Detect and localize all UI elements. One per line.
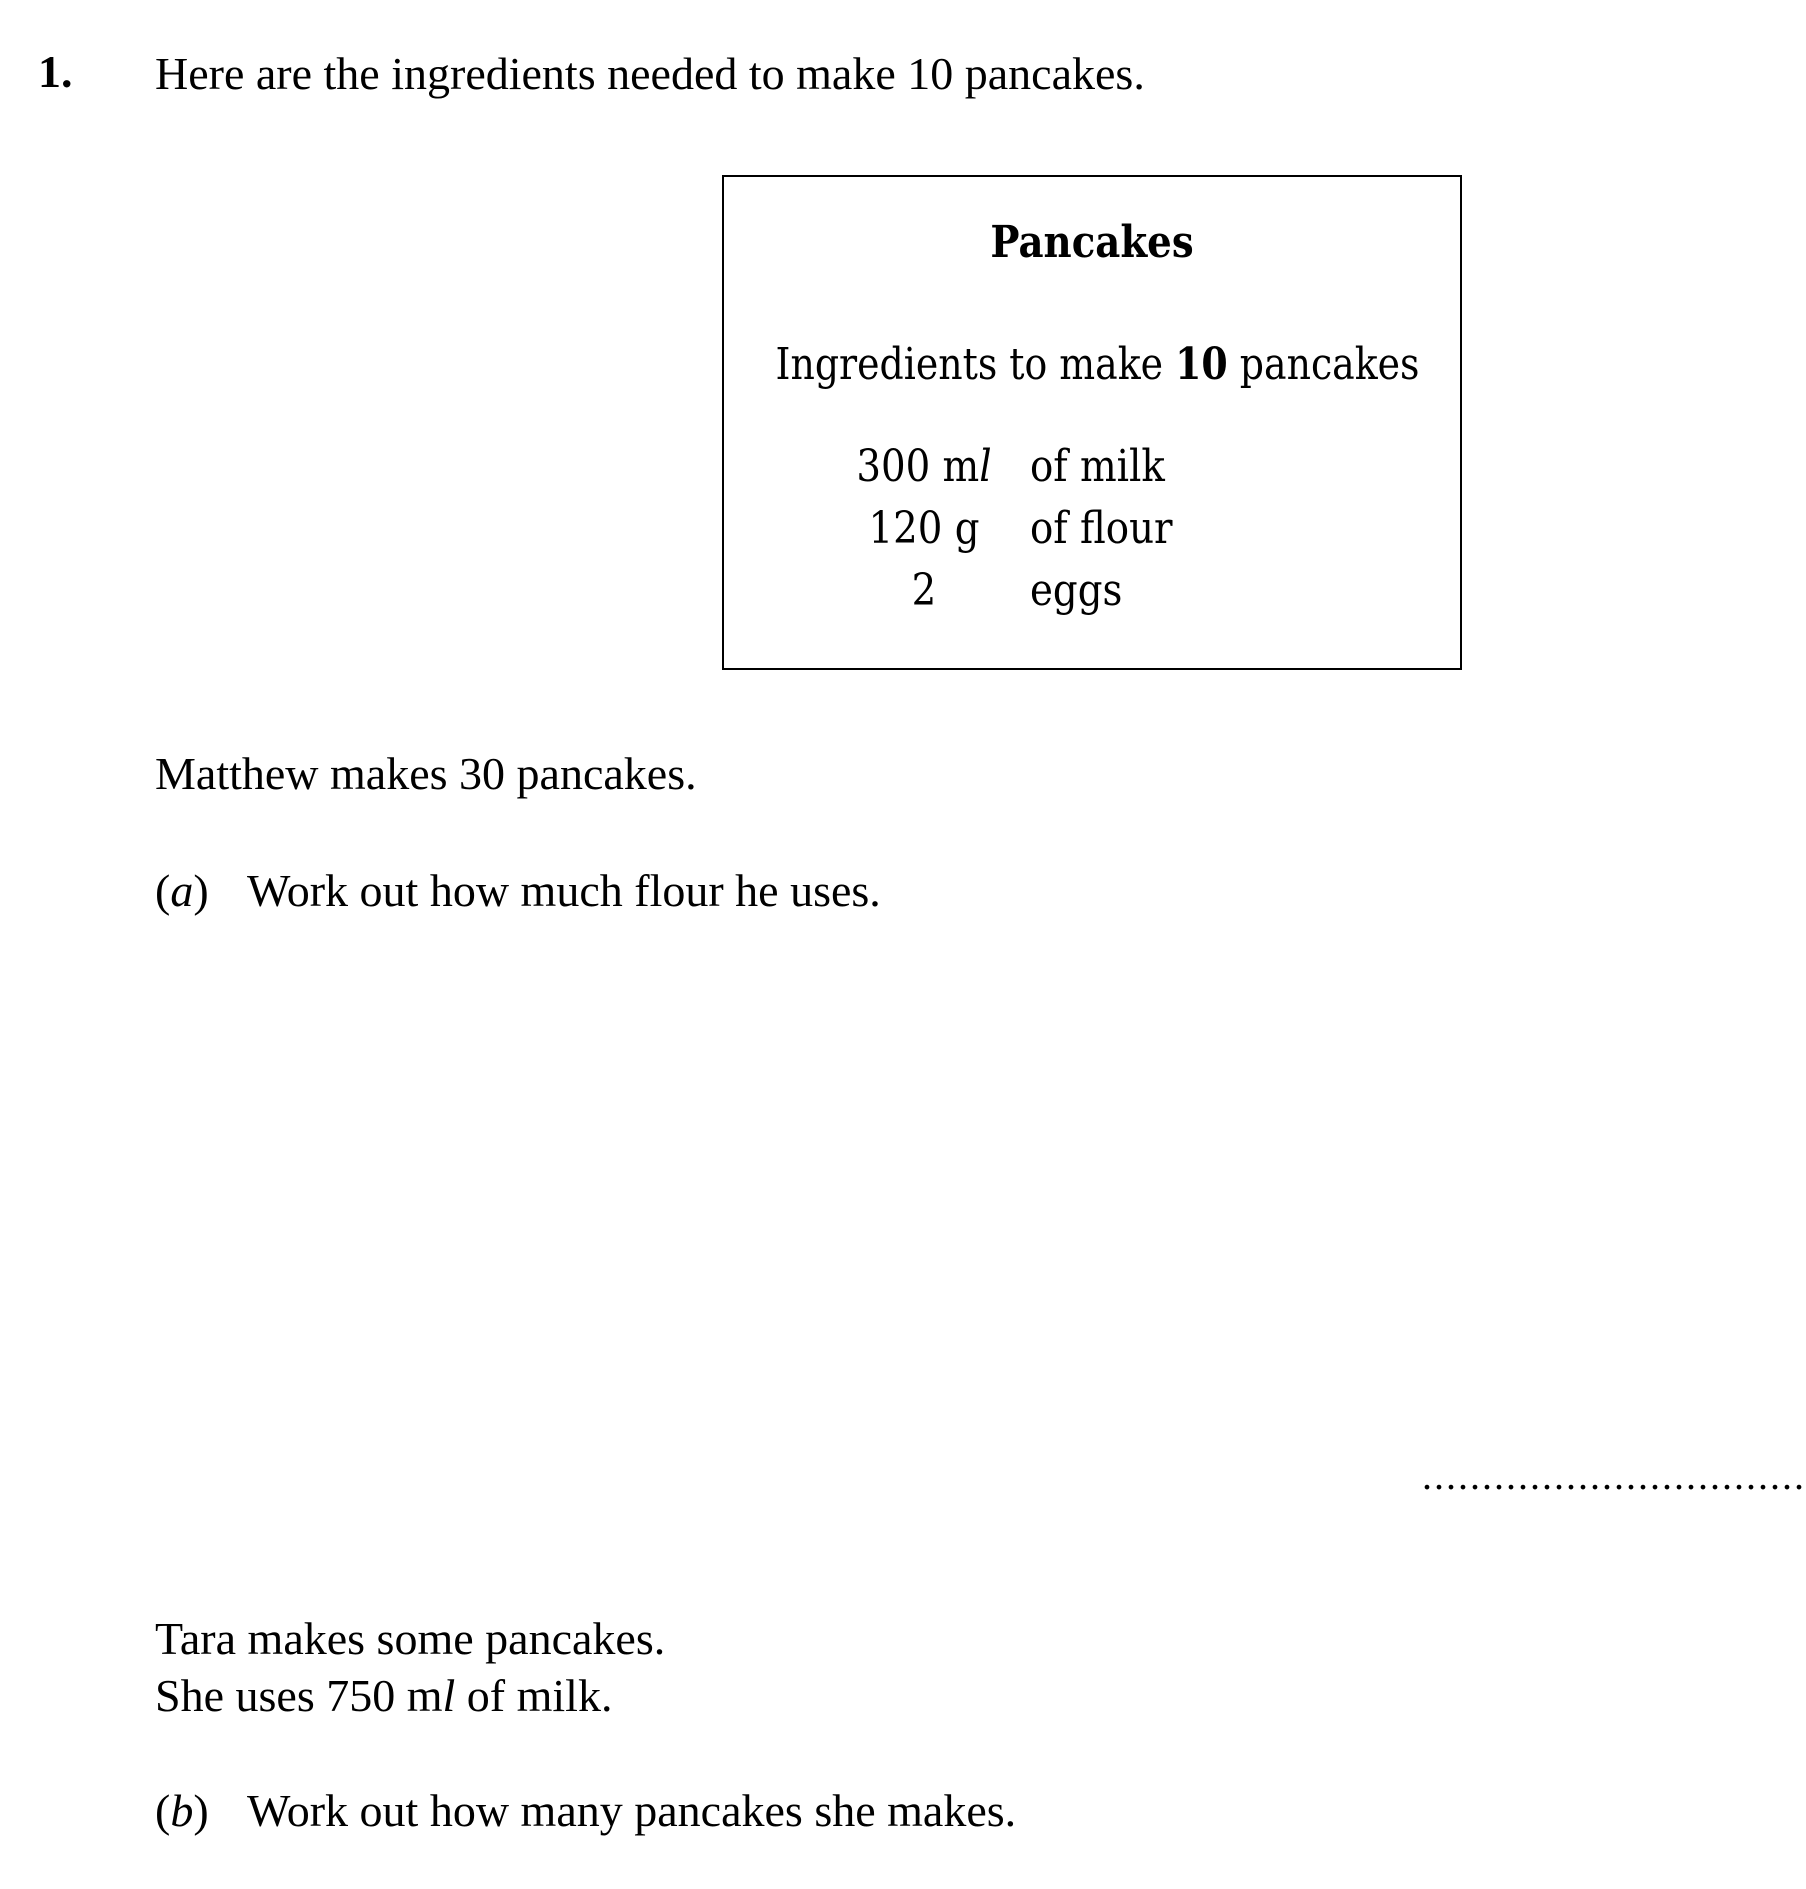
part-a-context: Matthew makes 30 pancakes. <box>155 748 697 799</box>
ingredient-amount: 2 <box>911 565 937 616</box>
ingredient-amount-value: 300 m <box>856 441 980 492</box>
recipe-title: Pancakes <box>990 217 1194 268</box>
ingredient-row-flour <box>724 503 1464 565</box>
part-b-context-unit: l <box>442 1670 456 1721</box>
part-a-question: Work out how much flour he uses. <box>247 865 881 916</box>
part-a-label: (a) <box>155 865 209 916</box>
question-intro: Here are the ingredients needed to make 10 pancakes. <box>155 48 1145 99</box>
part-b-question: Work out how many pancakes she makes. <box>247 1785 1017 1836</box>
part-b-context-line2 <box>155 1667 612 1725</box>
part-b-label: (b) <box>155 1785 209 1836</box>
answer-line[interactable]: ................................ <box>1422 1453 1806 1498</box>
part-b-letter: b <box>170 1785 194 1836</box>
recipe-subtitle-prefix: Ingredients to make <box>775 339 1176 390</box>
part-b-context-suffix: of milk. <box>455 1670 613 1721</box>
ingredient-amount-unit: l <box>979 441 992 492</box>
ingredient-row-milk <box>724 441 1464 503</box>
question-number: 1. <box>38 46 73 97</box>
part-b-prompt <box>155 1782 1016 1840</box>
ingredient-name: of flour <box>1030 503 1173 554</box>
recipe-subtitle-count: 10 <box>1175 339 1228 390</box>
part-b-context-prefix: She uses 750 m <box>155 1670 443 1721</box>
recipe-subtitle-suffix: pancakes <box>1227 339 1420 390</box>
ingredient-amount: 120 g <box>868 503 980 554</box>
part-a-letter: a <box>170 865 194 916</box>
ingredient-name: eggs <box>1030 565 1123 616</box>
recipe-box <box>722 175 1462 670</box>
ingredient-name: of milk <box>1030 441 1165 492</box>
part-a-prompt <box>155 862 881 920</box>
part-b-context-line1: Tara makes some pancakes. <box>155 1613 666 1664</box>
ingredient-amount <box>854 441 995 492</box>
recipe-subtitle <box>775 339 1420 390</box>
ingredient-row-eggs <box>724 565 1464 627</box>
